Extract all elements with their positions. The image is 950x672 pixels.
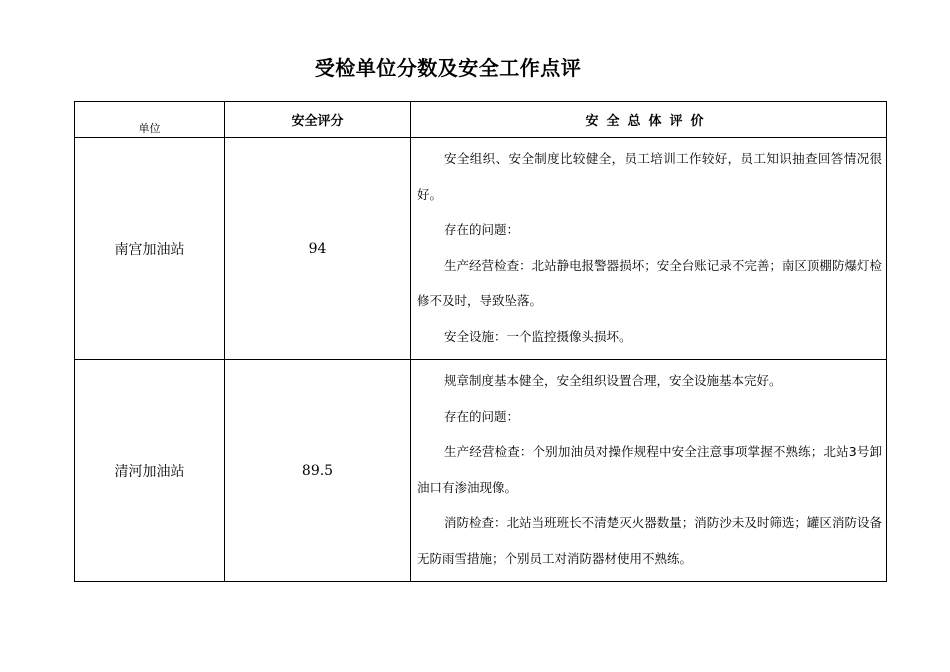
evaluation-paragraph: 存在的问题： <box>444 222 520 237</box>
evaluation-paragraph: 生产经营检查：个别加油员对操作规程中安全注意事项掌握不熟练；北站3号卸油口有渗油现像。 <box>417 444 882 495</box>
unit-name: 清河加油站 <box>75 360 225 582</box>
page-title: 受检单位分数及安全工作点评 <box>314 56 582 80</box>
header-unit-label: 单位 <box>138 122 161 135</box>
header-unit-cell <box>75 102 225 138</box>
header-evaluation-label: 安全总体评价 <box>411 102 887 138</box>
evaluation-paragraph: 安全设施：一个监控摄像头损坏。 <box>444 328 632 344</box>
evaluation-paragraph: 规章制度基本健全，安全组织设置合理，安全设施基本完好。 <box>444 373 782 388</box>
table-row <box>75 138 887 360</box>
unit-name: 南宫加油站 <box>75 138 225 360</box>
evaluation-cell <box>411 138 887 360</box>
evaluation-paragraph: 安全组织、安全制度比较健全，员工培训工作较好，员工知识抽查回答情况很好。 <box>417 151 882 202</box>
evaluation-paragraph: 存在的问题： <box>444 408 520 424</box>
evaluation-table <box>74 101 887 582</box>
safety-score: 94 <box>225 138 411 360</box>
safety-score: 89.5 <box>225 360 411 582</box>
evaluation-paragraph: 消防检查：北站当班班长不清楚灭火器数量；消防沙未及时筛选；罐区消防设备无防雨雪措施；个别员工对消防器材使用不熟练。 <box>417 515 882 566</box>
evaluation-paragraph: 生产经营检查：北站静电报警器损坏；安全台账记录不完善；南区顶棚防爆灯检修不及时，导致坠落。 <box>417 257 882 308</box>
header-score-label: 安全评分 <box>225 102 411 138</box>
table-header-row <box>75 102 887 138</box>
table-row <box>75 360 887 582</box>
evaluation-cell <box>411 360 887 582</box>
